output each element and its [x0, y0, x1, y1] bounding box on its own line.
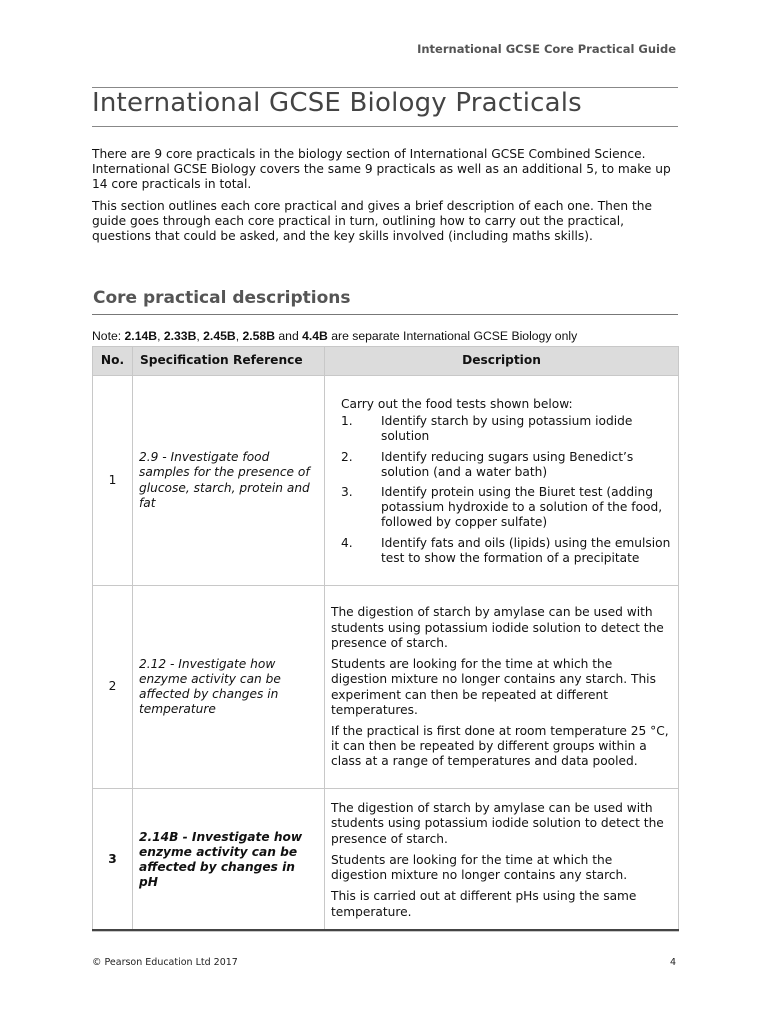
list-number: 2. [341, 449, 353, 464]
description-paragraph: The digestion of starch by amylase can be used with students using potassium iodide solution to detect the presence of starch. [331, 801, 664, 846]
note-ref: 2.45B [203, 329, 236, 343]
table-bottom-rule [92, 929, 679, 931]
row-description [325, 789, 679, 932]
note-ref: 2.14B [124, 329, 158, 343]
note [92, 329, 577, 343]
footer-copyright: © Pearson Education Ltd 2017 [92, 957, 238, 968]
list-number: 1. [341, 414, 353, 429]
practicals-table [92, 346, 679, 932]
footer-page-number: 4 [669, 957, 676, 968]
row-number: 3 [93, 789, 133, 932]
table-row [93, 789, 679, 932]
table-header-row [93, 347, 679, 376]
food-test-list [331, 414, 672, 566]
intro-paragraph-2: This section outlines each core practical and gives a brief description of each one. Then the guide goes through each core practical in turn, outlining how to carry out the practical, questions that could be asked, and the key skills involved (including maths skills). [92, 198, 652, 244]
intro-text [92, 147, 682, 250]
list-item [341, 536, 672, 566]
header-spec-reference: Specification Reference [133, 347, 325, 376]
table-row [93, 376, 679, 586]
description-paragraph: If the practical is first done at room temperature 25 °C, it can then be repeated by different groups within a class at a range of temperatures and data pooled. [331, 723, 669, 769]
title-rule-bottom [92, 126, 678, 127]
section-rule [92, 314, 678, 315]
list-number: 4. [341, 535, 353, 550]
header-description: Description [325, 347, 679, 376]
row-spec-reference: 2.14B - Investigate how enzyme activity can be affected by changes in pH [133, 789, 325, 932]
list-number: 3. [341, 485, 353, 499]
description-paragraph: Students are looking for the time at which the digestion mixture no longer contains any starch. This experiment can then be repeated at different temperatures. [331, 657, 656, 717]
table-row [93, 586, 679, 789]
note-separator: and [275, 329, 303, 343]
description-paragraph: This is carried out at different pHs using the same temperature. [331, 889, 637, 919]
list-item [341, 485, 672, 531]
intro-paragraph-1: There are 9 core practicals in the biology section of International GCSE Combined Science. International GCSE Biology covers the same 9 practicals as well as an additional 5, to make up 14 core practicals in total. [92, 147, 671, 192]
list-item [341, 414, 672, 444]
list-text: Identify fats and oils (lipids) using the emulsion test to show the formation of a precipitate [381, 535, 671, 565]
section-heading: Core practical descriptions [93, 288, 351, 308]
list-text: Identify reducing sugars using Benedict’s solution (and a water bath) [381, 449, 634, 479]
note-ref: 2.33B [163, 329, 197, 343]
row-description [325, 586, 679, 789]
note-prefix: Note: [92, 329, 125, 343]
header-no: No. [93, 347, 133, 376]
note-ref: 2.58B [242, 329, 275, 343]
note-ref: 4.4B [302, 329, 328, 343]
row-spec-reference: 2.9 - Investigate food samples for the presence of glucose, starch, protein and fat [133, 376, 325, 586]
row-spec-reference: 2.12 - Investigate how enzyme activity can be affected by changes in temperature [133, 586, 325, 789]
list-item [341, 450, 672, 480]
description-intro: Carry out the food tests shown below: [341, 396, 573, 411]
list-text: Identify protein using the Biuret test (adding potassium hydroxide to a solution of the food, followed by copper sulfate) [381, 485, 663, 530]
running-header: International GCSE Core Practical Guide [417, 42, 676, 56]
row-description [325, 376, 679, 586]
note-suffix: are separate International GCSE Biology only [327, 329, 578, 343]
list-text: Identify starch by using potassium iodide solution [381, 414, 633, 444]
row-number: 1 [93, 376, 133, 586]
note-separator: , [235, 329, 243, 343]
description-paragraph: Students are looking for the time at which the digestion mixture no longer contains any starch. [331, 852, 628, 883]
row-number: 2 [93, 586, 133, 789]
page-title: International GCSE Biology Practicals [92, 88, 582, 118]
note-separator: , [196, 329, 204, 343]
description-paragraph: The digestion of starch by amylase can be used with students using potassium iodide solution to detect the presence of starch. [331, 605, 664, 650]
note-separator: , [157, 329, 164, 343]
